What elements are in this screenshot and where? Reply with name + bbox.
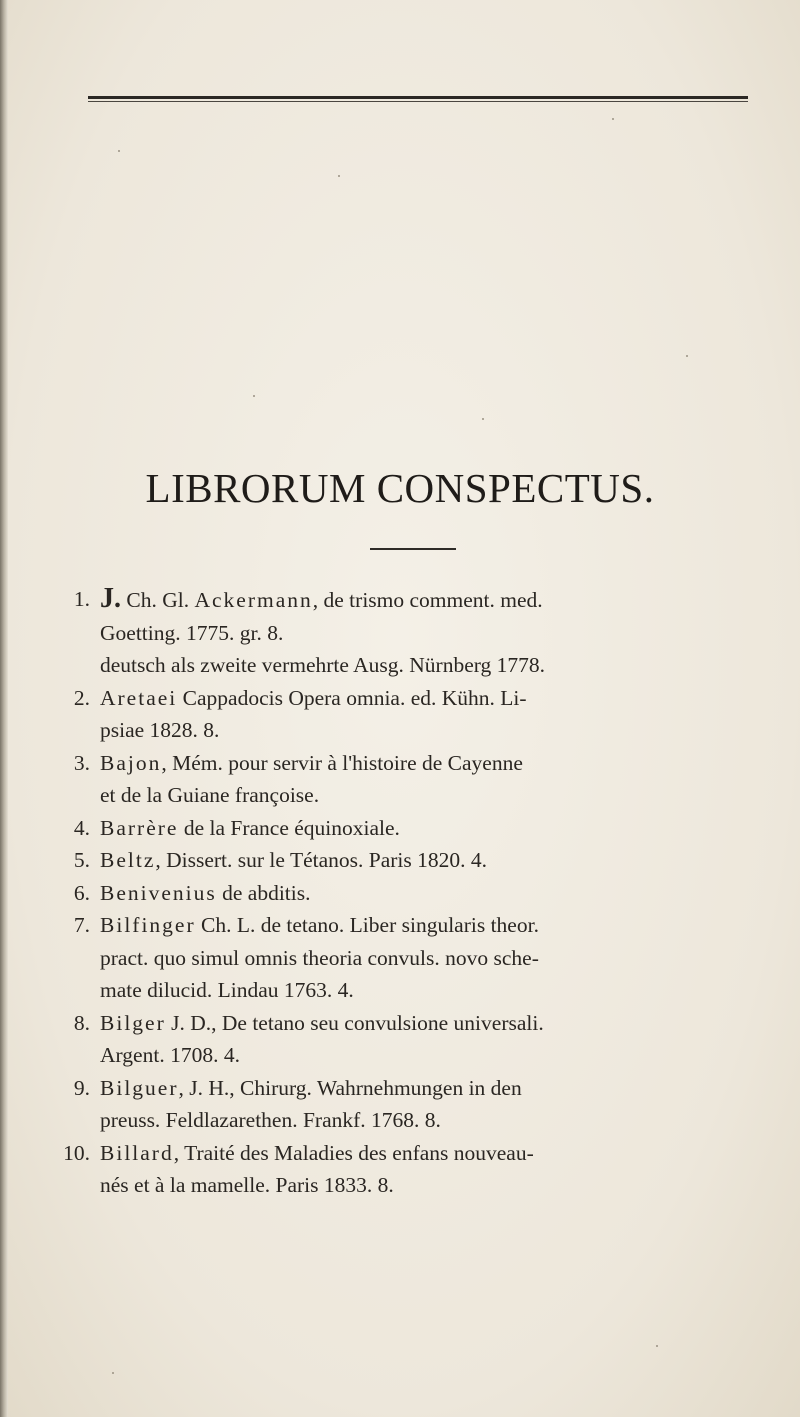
bibliography-entry <box>50 844 780 877</box>
paper-speck <box>112 1372 114 1374</box>
entry-line <box>100 844 780 877</box>
entry-line <box>100 909 780 942</box>
entry-number: 9. <box>73 1075 90 1100</box>
entry-author: Bilger <box>100 1010 166 1035</box>
entry-number: 5. <box>73 848 90 872</box>
entry-line: deutsch als zweite vermehrte Ausg. Nürnberg 1778. <box>100 653 546 677</box>
paper-speck <box>482 418 484 420</box>
top-rule <box>88 96 748 99</box>
entry-number: 10. <box>63 1140 90 1165</box>
entry-line: mate dilucid. Lindau 1763. 4. <box>100 978 354 1002</box>
bibliography-entry <box>50 747 780 812</box>
paper-speck <box>656 1345 658 1347</box>
bibliography-entry <box>50 1072 780 1137</box>
entry-line: preuss. Feldlazarethen. Frankf. 1768. 8. <box>100 1108 441 1132</box>
entry-author: Bajon <box>100 750 162 775</box>
entry-line: psiae 1828. 8. <box>100 718 220 742</box>
entry-number: 6. <box>73 880 90 905</box>
entry-line <box>100 1137 780 1170</box>
bibliography-entry <box>50 1137 780 1202</box>
entry-initial: J. <box>100 583 121 614</box>
entry-number: 1. <box>73 587 90 611</box>
page-title: LIBRORUM CONSPECTUS. <box>145 465 655 511</box>
bibliography-entry <box>50 583 780 682</box>
page-binding-edge <box>0 0 8 1417</box>
entry-line: pract. quo simul omnis theoria convuls. novo sche- <box>100 945 539 970</box>
bibliography-entry <box>50 909 780 1007</box>
entry-line <box>100 583 780 617</box>
paper-speck <box>612 118 614 120</box>
bibliography-entry <box>50 877 780 910</box>
entry-number: 8. <box>73 1010 90 1035</box>
entry-line: et de la Guiane françoise. <box>100 783 320 807</box>
entry-text: Ch. Gl. <box>121 588 195 612</box>
top-rule-thin <box>88 101 748 102</box>
entry-text: , Dissert. sur le Tétanos. Paris 1820. 4. <box>155 848 487 872</box>
entry-number: 3. <box>73 750 90 775</box>
entry-author: Beltz <box>100 848 156 872</box>
entry-author: Benivenius <box>100 880 217 905</box>
entry-number: 2. <box>73 685 90 710</box>
entry-line: Argent. 1708. 4. <box>100 1043 240 1067</box>
entry-number: 7. <box>73 913 90 937</box>
entry-line <box>100 747 780 780</box>
entry-text: , J. H., Chirurg. Wahrnehmungen in den <box>178 1075 522 1100</box>
entry-line <box>100 877 780 910</box>
entry-line: nés et à la mamelle. Paris 1833. 8. <box>100 1173 394 1197</box>
paper-speck <box>338 175 340 177</box>
entry-author: Aretaei <box>100 685 178 710</box>
entry-line <box>100 1072 780 1105</box>
entry-line <box>100 812 780 845</box>
entry-author: Billard <box>100 1140 174 1165</box>
bibliography-entry <box>50 682 780 747</box>
entry-author: Barrère <box>100 815 179 840</box>
entry-line <box>100 682 780 715</box>
entry-text: Ch. L. de tetano. Liber singularis theor. <box>195 913 539 937</box>
entry-text: de abditis. <box>216 880 311 905</box>
paper-speck <box>253 395 255 397</box>
entry-author: Bilfinger <box>100 913 196 937</box>
entry-text: , Traité des Maladies des enfans nouveau- <box>173 1140 534 1165</box>
entry-text: Cappadocis Opera omnia. ed. Kühn. Li- <box>177 685 527 710</box>
entry-text: J. D., De tetano seu convulsione universali. <box>165 1010 544 1035</box>
title-rule <box>370 548 456 550</box>
entry-author: Ackermann <box>194 588 313 612</box>
entry-text: , de trismo comment. med. <box>312 588 543 612</box>
entry-author: Bilguer <box>100 1075 179 1100</box>
bibliography-entry <box>50 812 780 845</box>
paper-speck <box>686 355 688 357</box>
entry-number: 4. <box>73 815 90 840</box>
entry-text: de la France équinoxiale. <box>178 815 400 840</box>
paper-speck <box>118 150 120 152</box>
bibliography-entry <box>50 1007 780 1072</box>
entry-line <box>100 1007 780 1040</box>
bibliography-list <box>50 583 780 1202</box>
entry-line: Goetting. 1775. gr. 8. <box>100 620 284 645</box>
entry-text: , Mém. pour servir à l'histoire de Cayenne <box>161 750 523 775</box>
